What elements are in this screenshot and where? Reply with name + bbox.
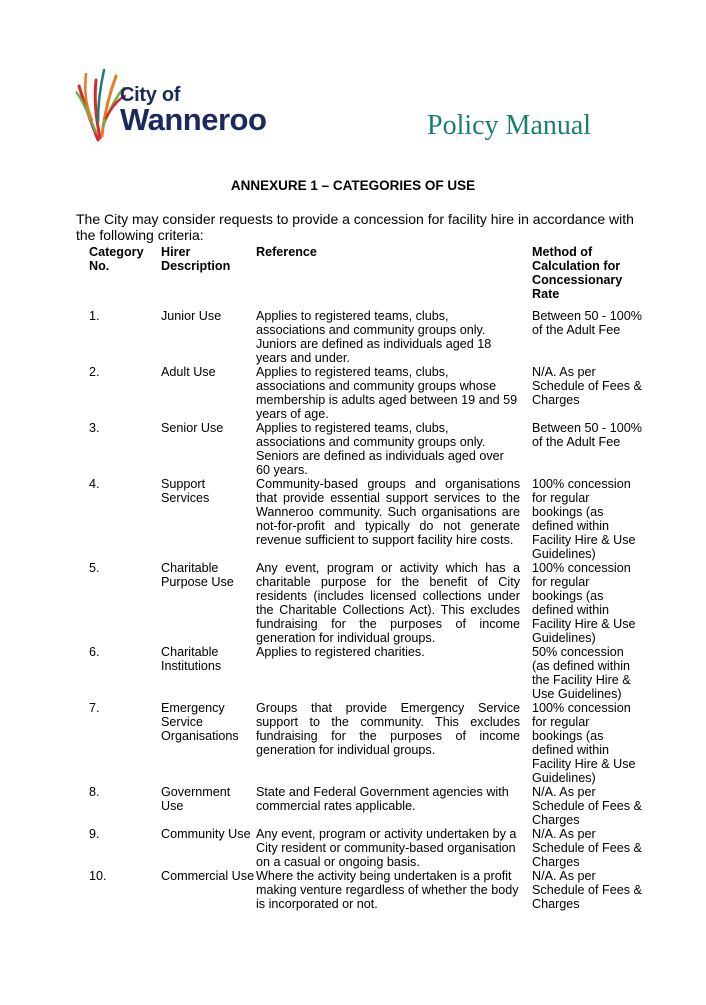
category-number: 4.: [89, 477, 100, 491]
table-row: [84, 701, 642, 785]
categories-table: [84, 245, 642, 911]
reference-text: Applies to registered teams, clubs, associations and community groups only. Seniors are defined as individuals aged over 60 years.: [256, 421, 504, 477]
reference-text: State and Federal Government agencies with commercial rates applicable.: [256, 785, 509, 813]
hirer-description: Commercial Use: [161, 869, 255, 883]
method-text: N/A. As per Schedule of Fees & Charges: [532, 785, 642, 827]
manual-title: Policy Manual: [427, 110, 592, 141]
header-reference: Reference: [256, 245, 317, 259]
hirer-description: Charitable Purpose Use: [161, 561, 234, 589]
reference-text: Community-based groups and organisations that provide essential support services to the Wanneroo community. Such organisations are not-for-profit and typically do not generate revenue sufficient to support facility hire costs.: [256, 477, 520, 547]
category-number: 10.: [89, 869, 107, 883]
reference-text: Any event, program or activity which has a charitable purpose for the benefit of City residents (includes licensed collections under the Charitable Collections Act). This excludes fundraising for the purposes of income generation for individual groups.: [256, 561, 520, 645]
header-method: Method of Calculation for Concessionary Rate: [532, 245, 623, 301]
hirer-description: Junior Use: [161, 309, 222, 323]
method-text: 100% concession for regular bookings (as defined within Facility Hire & Use Guidelines): [532, 561, 636, 645]
logo-city-text: City of: [120, 84, 181, 106]
table-row: [84, 645, 642, 701]
table-row: [84, 309, 642, 365]
hirer-description: Charitable Institutions: [161, 645, 222, 673]
category-number: 3.: [89, 421, 100, 435]
hirer-description: Adult Use: [161, 365, 216, 379]
table-row: [84, 561, 642, 645]
table-row: [84, 365, 642, 421]
method-text: 100% concession for regular bookings (as defined within Facility Hire & Use Guidelines): [532, 701, 636, 785]
table-row: [84, 785, 642, 827]
category-number: 5.: [89, 561, 100, 575]
hirer-description: Support Services: [161, 477, 210, 505]
method-text: 50% concession (as defined within the Facility Hire & Use Guidelines): [532, 645, 631, 701]
annexure-title: ANNEXURE 1 – CATEGORIES OF USE: [230, 178, 476, 193]
hirer-description: Emergency Service Organisations: [161, 701, 239, 743]
method-text: N/A. As per Schedule of Fees & Charges: [532, 827, 642, 869]
reference-text: Applies to registered charities.: [256, 645, 425, 659]
city-logo: [76, 62, 286, 142]
hirer-description: Senior Use: [161, 421, 224, 435]
category-number: 1.: [89, 309, 100, 323]
category-number: 6.: [89, 645, 100, 659]
logo-name-text: Wanneroo: [120, 102, 267, 137]
header-category-no: Category No.: [89, 245, 144, 273]
category-number: 9.: [89, 827, 100, 841]
table-row: [84, 827, 642, 869]
category-number: 7.: [89, 701, 100, 715]
reference-text: Where the activity being undertaken is a profit making venture regardless of whether the body is incorporated or not.: [256, 869, 519, 911]
method-text: Between 50 - 100% of the Adult Fee: [532, 309, 642, 337]
table-row: [84, 421, 642, 477]
method-text: N/A. As per Schedule of Fees & Charges: [532, 869, 642, 911]
reference-text: Applies to registered teams, clubs, associations and community groups only. Juniors are defined as individuals aged 18 years and under.: [256, 309, 492, 365]
method-text: 100% concession for regular bookings (as defined within Facility Hire & Use Guidelines): [532, 477, 636, 561]
table-header-row: [84, 245, 642, 309]
leaf-emblem-icon: [76, 62, 126, 142]
method-text: Between 50 - 100% of the Adult Fee: [532, 421, 642, 449]
reference-text: Applies to registered teams, clubs, associations and community groups whose membership is adults aged between 19 and 59 years of age.: [256, 365, 518, 421]
reference-text: Groups that provide Emergency Service support to the community. This excludes fundraising for the purposes of income generation for individual groups.: [256, 701, 520, 757]
hirer-description: Community Use: [161, 827, 251, 841]
intro-paragraph: The City may consider requests to provide a concession for facility hire in accordance with the following criteria:: [76, 211, 634, 243]
category-number: 2.: [89, 365, 100, 379]
method-text: N/A. As per Schedule of Fees & Charges: [532, 365, 642, 407]
hirer-description: Government Use: [161, 785, 231, 813]
table-row: [84, 869, 642, 911]
category-number: 8.: [89, 785, 100, 799]
header-hirer-description: Hirer Description: [161, 245, 231, 273]
reference-text: Any event, program or activity undertaken by a City resident or community-based organisation on a casual or ongoing basis.: [256, 827, 517, 869]
table-row: [84, 477, 642, 561]
